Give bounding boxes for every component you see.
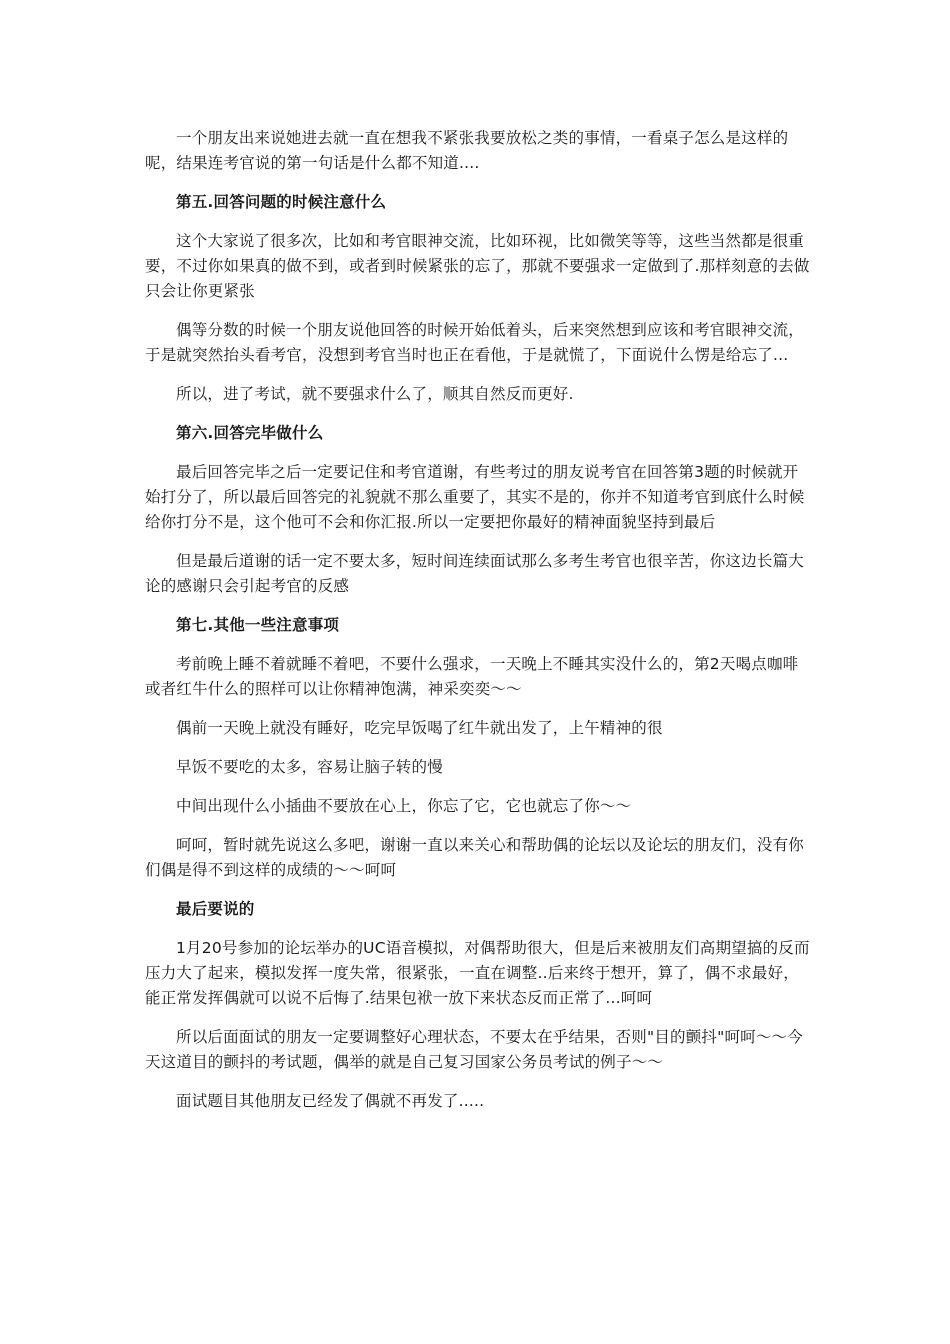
section-heading-5: 第五.回答问题的时候注意什么 bbox=[176, 193, 387, 211]
paragraph: 所以后面面试的朋友一定要调整好心理状态，不要太在乎结果，否则"目的颤抖"呵呵～～今天这道目的颤抖的考试题，偶举的就是自己复习国家公务员考试的例子～～ bbox=[145, 1028, 803, 1071]
paragraph: 早饭不要吃的太多，容易让脑子转的慢 bbox=[176, 758, 443, 776]
paragraph: 偶前一天晚上就没有睡好，吃完早饭喝了红牛就出发了，上午精神的很 bbox=[176, 719, 663, 737]
paragraph: 中间出现什么小插曲不要放在心上，你忘了它，它也就忘了你～～ bbox=[176, 797, 632, 815]
paragraph: 最后回答完毕之后一定要记住和考官道谢，有些考过的朋友说考官在回答第3题的时候就开始打分了，所以最后回答完的礼貌就不那么重要了，其实不是的，你并不知道考官到底什么时候给你打分不是，这个他可不会和你汇报.所以一定要把你最好的精神面貌坚持到最后 bbox=[145, 463, 805, 531]
paragraph: 面试题目其他朋友已经发了偶就不再发了..... bbox=[176, 1092, 485, 1110]
section-heading-7: 第七.其他一些注意事项 bbox=[176, 616, 340, 634]
paragraph: 偶等分数的时候一个朋友说他回答的时候开始低着头，后来突然想到应该和考官眼神交流，于是就突然抬头看考官，没想到考官当时也正在看他，于是就慌了，下面说什么愣是给忘了... bbox=[145, 321, 805, 364]
section-heading-6: 第六.回答完毕做什么 bbox=[176, 424, 324, 442]
paragraph: 所以，进了考试，就不要强求什么了，顺其自然反而更好. bbox=[176, 385, 574, 403]
paragraph: 一个朋友出来说她进去就一直在想我不紧张我要放松之类的事情，一看桌子怎么是这样的呢，结果连考官说的第一句话是什么都不知道.... bbox=[145, 129, 789, 172]
paragraph: 呵呵，暂时就先说这么多吧，谢谢一直以来关心和帮助偶的论坛以及论坛的朋友们，没有你们偶是得不到这样的成绩的～～呵呵 bbox=[145, 836, 805, 879]
section-heading-final: 最后要说的 bbox=[176, 900, 255, 918]
paragraph: 考前晚上睡不着就睡不着吧，不要什么强求，一天晚上不睡其实没什么的，第2天喝点咖啡或者红牛什么的照样可以让你精神饱满，神采奕奕～～ bbox=[145, 655, 799, 698]
document-body bbox=[145, 126, 810, 1128]
paragraph: 但是最后道谢的话一定不要太多，短时间连续面试那么多考生考官也很辛苦，你这边长篇大论的感谢只会引起考官的反感 bbox=[145, 552, 805, 595]
paragraph: 这个大家说了很多次，比如和考官眼神交流，比如环视，比如微笑等等，这些当然都是很重要，不过你如果真的做不到，或者到时候紧张的忘了，那就不要强求一定做到了.那样刻意的去做只会让你更紧张 bbox=[145, 232, 810, 300]
paragraph: 1月20号参加的论坛举办的UC语音模拟，对偶帮助很大，但是后来被朋友们高期望搞的反而压力大了起来，模拟发挥一度失常，很紧张，一直在调整..后来终于想开，算了，偶不求最好，能正常发挥偶就可以说不后悔了.结果包袱一放下来状态反而正常了...呵呵 bbox=[145, 939, 810, 1007]
